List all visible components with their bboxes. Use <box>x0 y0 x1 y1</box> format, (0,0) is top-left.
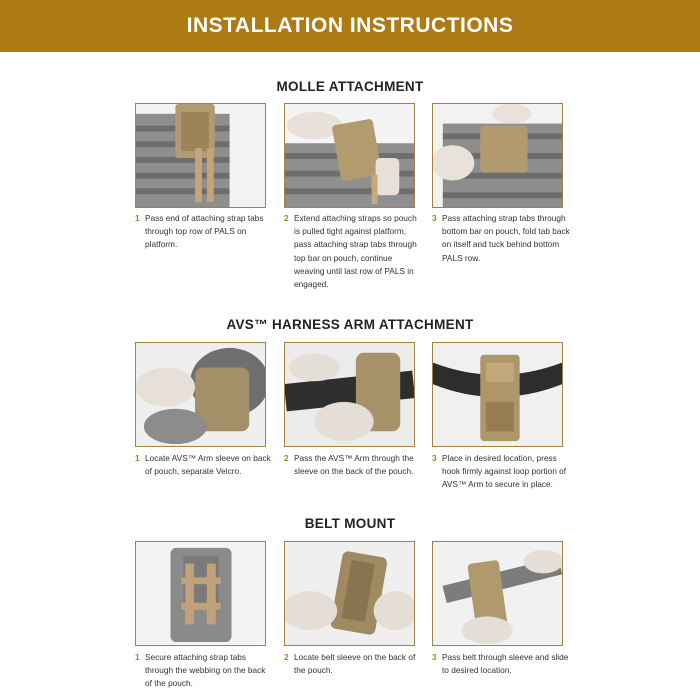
step-text: Pass the AVS™ Arm through the sleeve on the back of the pouch. <box>294 453 414 477</box>
page-title: INSTALLATION INSTRUCTIONS <box>186 14 514 37</box>
step-text: Pass attaching strap tabs through bottom bar on pouch, fold tab back on itself and tuck behind bottom PALS row. <box>442 213 570 263</box>
step-text: Locate AVS™ Arm sleeve on back of pouch, separate Velcro. <box>145 453 271 477</box>
step-text: Extend attaching straps so pouch is pulled tight against platform, pass attaching strap tabs through top bar on pouch, continue weaving until last row of PALS in engaged. <box>294 213 417 290</box>
molle-step-2-photo <box>284 103 415 208</box>
avs-step-3-photo <box>432 342 563 447</box>
step-text: Pass end of attaching strap tabs through top row of PALS on platform. <box>145 213 264 250</box>
section-title-molle: MOLLE ATTACHMENT <box>276 79 424 94</box>
step-number: 2 <box>284 453 289 463</box>
avs-step-2-photo <box>284 342 415 447</box>
step-text: Secure attaching strap tabs through the webbing on the back of the pouch. <box>145 652 266 689</box>
step-text: Pass belt through sleeve and slide to desired location. <box>442 652 569 676</box>
section-title-avs: AVS™ HARNESS ARM ATTACHMENT <box>226 317 474 332</box>
avs-step-1 <box>135 452 273 478</box>
belt-step-1-photo <box>135 541 266 646</box>
belt-step-3-photo <box>432 541 563 646</box>
step-number: 3 <box>432 453 437 463</box>
avs-step-2 <box>284 452 422 478</box>
step-number: 1 <box>135 213 140 223</box>
molle-step-1 <box>135 212 273 252</box>
step-number: 3 <box>432 652 437 662</box>
belt-step-2 <box>284 651 422 677</box>
step-text: Locate belt sleeve on the back of the pouch. <box>294 652 416 676</box>
section-title-belt: BELT MOUNT <box>304 516 396 531</box>
molle-step-2 <box>284 212 422 291</box>
header-banner <box>0 0 700 52</box>
step-number: 2 <box>284 213 289 223</box>
step-text: Place in desired location, press hook firmly against loop portion of AVS™ Arm to secure in place. <box>442 453 567 490</box>
molle-step-3-photo <box>432 103 563 208</box>
step-number: 2 <box>284 652 289 662</box>
belt-step-1 <box>135 651 273 691</box>
step-number: 1 <box>135 453 140 463</box>
molle-step-1-photo <box>135 103 266 208</box>
step-number: 3 <box>432 213 437 223</box>
molle-step-3 <box>432 212 570 265</box>
belt-step-3 <box>432 651 570 677</box>
step-number: 1 <box>135 652 140 662</box>
avs-step-1-photo <box>135 342 266 447</box>
avs-step-3 <box>432 452 570 492</box>
belt-step-2-photo <box>284 541 415 646</box>
